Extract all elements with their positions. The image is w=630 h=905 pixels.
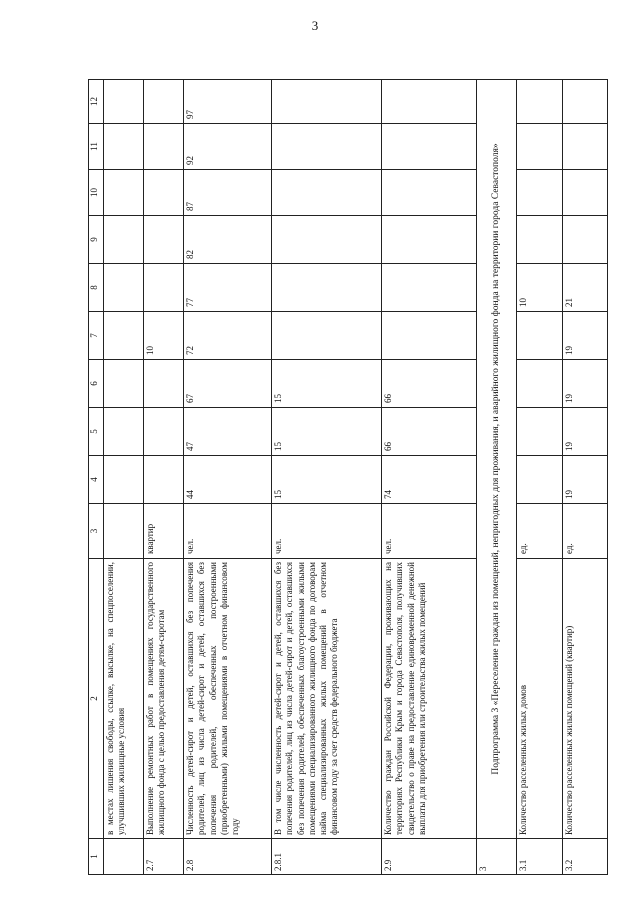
value-cell xyxy=(104,170,144,216)
row-description: Количество расселенных жилых помещений (квартир) xyxy=(562,559,608,839)
header-cell: 5 xyxy=(89,408,104,456)
row-description: Количество расселенных жилых домов xyxy=(517,559,563,839)
row-unit: ед. xyxy=(517,504,563,559)
value-cell: 19 xyxy=(562,456,608,504)
value-cell: 72 xyxy=(184,312,272,360)
value-cell xyxy=(272,170,382,216)
row-2-9 xyxy=(382,80,477,875)
value-cell xyxy=(144,360,184,408)
value-cell: 19 xyxy=(562,312,608,360)
value-cell: 10 xyxy=(144,312,184,360)
value-cell xyxy=(104,360,144,408)
header-cell: 12 xyxy=(89,80,104,124)
value-cell xyxy=(144,264,184,312)
value-cell xyxy=(562,80,608,124)
value-cell: 19 xyxy=(562,360,608,408)
value-cell xyxy=(517,170,563,216)
value-cell: 74 xyxy=(382,456,477,504)
value-cell xyxy=(562,216,608,264)
page-number: 3 xyxy=(311,18,319,33)
value-cell xyxy=(562,170,608,216)
value-cell xyxy=(517,456,563,504)
row-unit: ед. xyxy=(562,504,608,559)
value-cell xyxy=(144,456,184,504)
row-unit xyxy=(104,504,144,559)
header-cell: 6 xyxy=(89,360,104,408)
value-cell xyxy=(382,312,477,360)
row-continuation xyxy=(104,80,144,875)
header-cell: 1 xyxy=(89,839,104,875)
row-2-8-1 xyxy=(272,80,382,875)
header-cell: 2 xyxy=(89,559,104,839)
row-3-2 xyxy=(562,80,608,875)
row-description: в местах лишения свободы, ссылке, высылке, на спецпоселении, улучшивших жилищные условия xyxy=(104,559,144,839)
header-cell: 4 xyxy=(89,456,104,504)
row-2-7 xyxy=(144,80,184,875)
value-cell xyxy=(104,216,144,264)
header-cell: 10 xyxy=(89,170,104,216)
row-number xyxy=(104,839,144,875)
value-cell xyxy=(382,80,477,124)
row-description: Выполнение ремонтных работ в помещениях государственного жилищного фонда с целью предоставления детям-сиротам xyxy=(144,559,184,839)
row-unit: чел. xyxy=(382,504,477,559)
value-cell: 82 xyxy=(184,216,272,264)
rotated-table-container xyxy=(88,80,608,875)
row-description: Количество граждан Российской Федерации, проживающих на территориях Республики Крым и города Севастополя, получивших свидетельство о праве на предоставление единовременной денежной выплаты для приобретения или строительства жилых помещений xyxy=(382,559,477,839)
subprogram-title: Подпрограмма 3 «Переселение граждан из помещений, непригодных для проживания, и аварийного жилищного фонда на территории города Севастополя» xyxy=(477,80,517,839)
value-cell: 15 xyxy=(272,408,382,456)
row-number: 3.2 xyxy=(562,839,608,875)
value-cell xyxy=(272,124,382,170)
row-number: 2.7 xyxy=(144,839,184,875)
value-cell: 15 xyxy=(272,456,382,504)
subprogram-number: 3 xyxy=(477,839,517,875)
value-cell xyxy=(382,216,477,264)
row-unit: чел. xyxy=(272,504,382,559)
row-2-8 xyxy=(184,80,272,875)
value-cell xyxy=(144,170,184,216)
value-cell xyxy=(382,124,477,170)
value-cell: 44 xyxy=(184,456,272,504)
value-cell xyxy=(517,312,563,360)
value-cell: 66 xyxy=(382,360,477,408)
value-cell: 21 xyxy=(562,264,608,312)
value-cell xyxy=(272,312,382,360)
value-cell xyxy=(272,216,382,264)
value-cell xyxy=(144,80,184,124)
value-cell xyxy=(517,408,563,456)
row-description: Численность детей-сирот и детей, оставшихся без попечения родителей, лиц из числа детей-сирот и детей, оставшихся без попечения родителей, обеспеченных построенными (приобретенными) жилыми помещениями в отчетном финансовом году xyxy=(184,559,272,839)
header-row xyxy=(89,80,104,875)
value-cell: 97 xyxy=(184,80,272,124)
indicators-table xyxy=(88,79,608,875)
value-cell xyxy=(144,124,184,170)
row-number: 3.1 xyxy=(517,839,563,875)
value-cell xyxy=(104,408,144,456)
value-cell xyxy=(517,360,563,408)
value-cell xyxy=(104,80,144,124)
row-unit: квартир xyxy=(144,504,184,559)
value-cell xyxy=(382,170,477,216)
row-number: 2.9 xyxy=(382,839,477,875)
row-3-1 xyxy=(517,80,563,875)
value-cell xyxy=(144,408,184,456)
value-cell: 92 xyxy=(184,124,272,170)
value-cell xyxy=(144,216,184,264)
value-cell: 77 xyxy=(184,264,272,312)
header-cell: 9 xyxy=(89,216,104,264)
value-cell xyxy=(272,264,382,312)
value-cell: 10 xyxy=(517,264,563,312)
value-cell xyxy=(104,312,144,360)
value-cell xyxy=(382,264,477,312)
value-cell: 15 xyxy=(272,360,382,408)
value-cell xyxy=(562,124,608,170)
row-description: В том числе численность детей-сирот и детей, оставшихся без попечения родителей, лиц из числа детей-сирот и детей, оставшихся без попечения родителей, обеспеченных благоустроенными жилыми помещениями специализированного жилищного фонда по договорам найма специализированных жилых помещений в отчетном финансовом году за счет средств федерального бюджета xyxy=(272,559,382,839)
value-cell xyxy=(104,264,144,312)
value-cell xyxy=(104,456,144,504)
value-cell xyxy=(517,80,563,124)
row-number: 2.8 xyxy=(184,839,272,875)
row-number: 2.8.1 xyxy=(272,839,382,875)
header-cell: 8 xyxy=(89,264,104,312)
value-cell: 67 xyxy=(184,360,272,408)
value-cell xyxy=(517,216,563,264)
row-unit: чел. xyxy=(184,504,272,559)
value-cell: 87 xyxy=(184,170,272,216)
value-cell xyxy=(517,124,563,170)
value-cell xyxy=(272,80,382,124)
value-cell: 66 xyxy=(382,408,477,456)
header-cell: 3 xyxy=(89,504,104,559)
subprogram-row xyxy=(477,80,517,875)
header-cell: 7 xyxy=(89,312,104,360)
value-cell xyxy=(104,124,144,170)
value-cell: 19 xyxy=(562,408,608,456)
header-cell: 11 xyxy=(89,124,104,170)
value-cell: 47 xyxy=(184,408,272,456)
